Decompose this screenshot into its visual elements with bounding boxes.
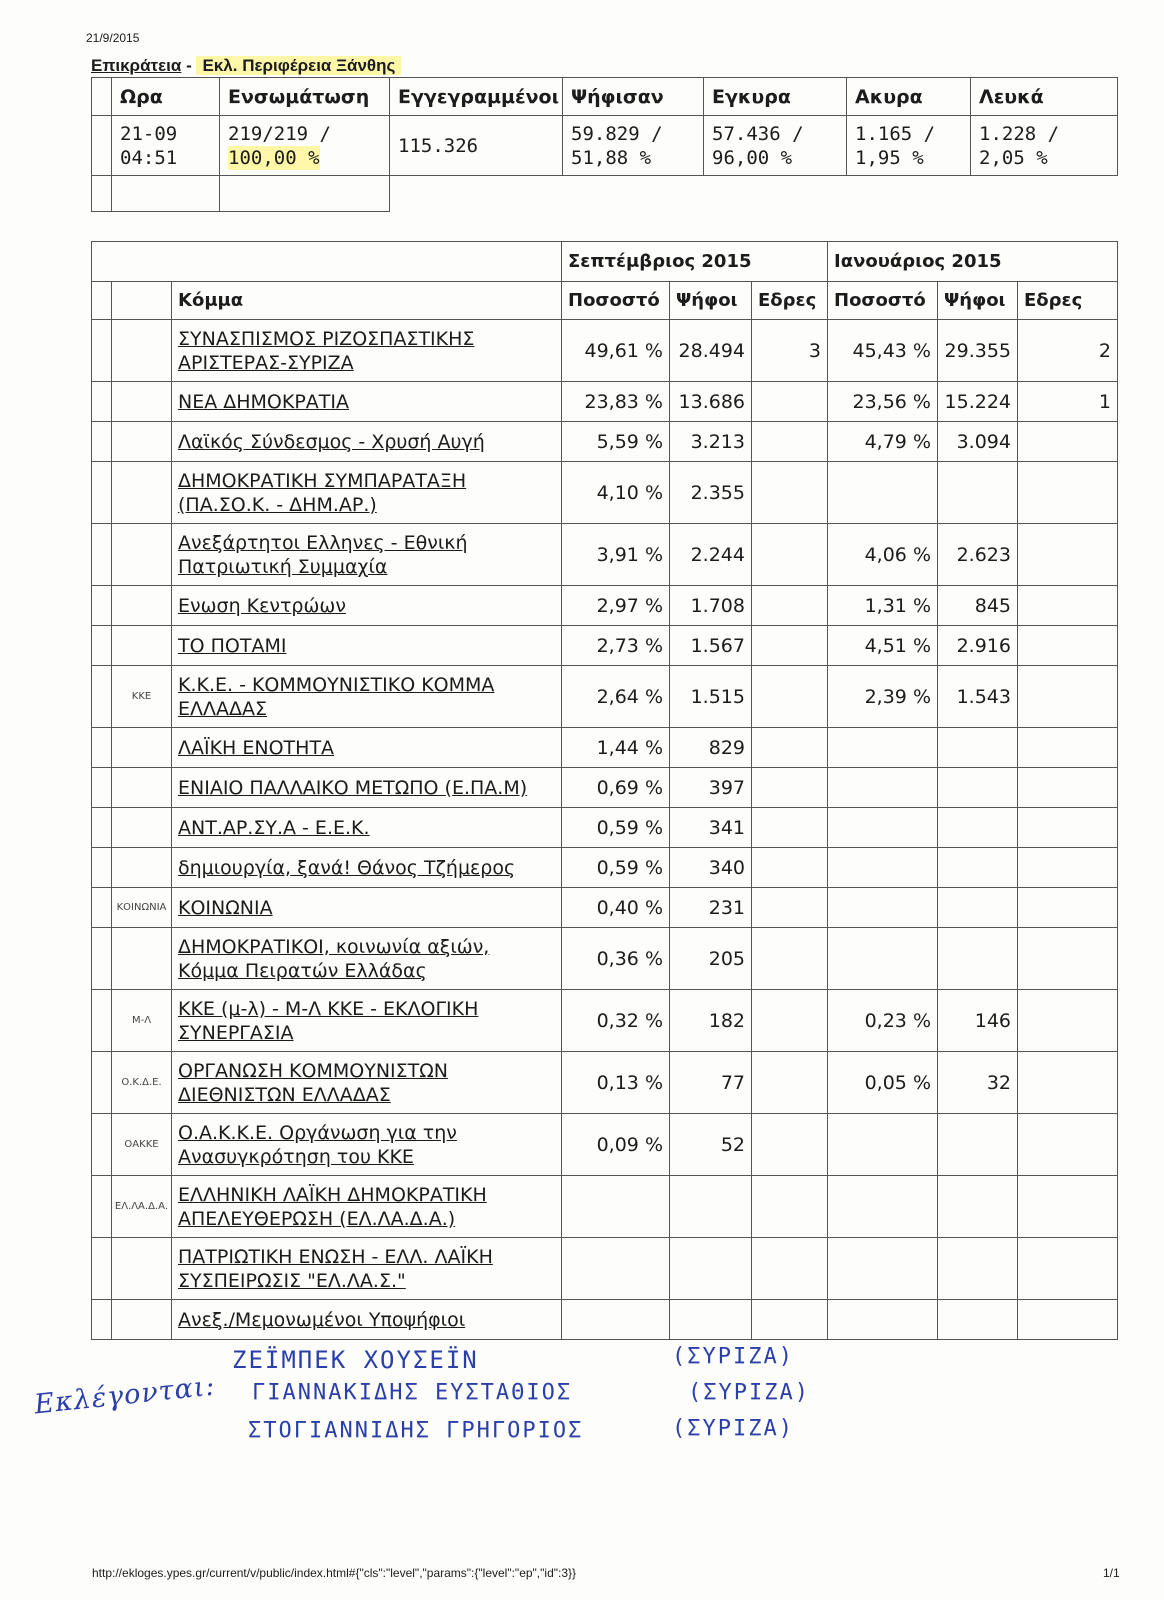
sep-pct-cell: 0,59 % <box>562 848 670 888</box>
jan-pct-cell <box>828 848 938 888</box>
potami-logo-icon <box>112 626 172 666</box>
jan-seats-cell <box>1018 666 1118 728</box>
party-row <box>92 1238 1118 1300</box>
elected-label: Εκλέγονται: <box>32 1370 217 1421</box>
breadcrumb-separator: - <box>181 56 197 75</box>
row-margin-cell <box>92 728 112 768</box>
sep-seats-cell <box>752 928 828 990</box>
jan-seats-cell <box>1018 524 1118 586</box>
jan-votes-cell: 146 <box>938 990 1018 1052</box>
sep-pct-cell: 5,59 % <box>562 422 670 462</box>
sep-votes-cell <box>670 1300 752 1340</box>
row-margin-cell <box>92 848 112 888</box>
party-name-link[interactable] <box>172 586 562 626</box>
row-margin-cell <box>92 1176 112 1238</box>
enosi-kentroon-logo-icon <box>112 586 172 626</box>
jan-votes-cell <box>938 848 1018 888</box>
party-name-link[interactable] <box>172 1300 562 1340</box>
sep-votes-cell: 341 <box>670 808 752 848</box>
row-margin-cell <box>92 888 112 928</box>
sep-votes-cell: 340 <box>670 848 752 888</box>
logo-text: ΚΟΙΝΩΝΙΑ <box>116 902 167 913</box>
elected-name-1: ΖΕΪΜΠΕΚ ΧΟΥΣΕΪΝ <box>232 1346 479 1374</box>
jan-seats-cell <box>1018 626 1118 666</box>
syriza-logo-icon <box>112 320 172 382</box>
jan-pct-cell <box>828 768 938 808</box>
sep-seats-cell <box>752 1300 828 1340</box>
col-jan-pct: Ποσοστό <box>828 282 938 320</box>
source-url: http://ekloges.ypes.gr/current/v/public/index.html#{"cls":"level","params":{"level":"ep","id":3}} <box>92 1566 577 1580</box>
row-margin-cell <box>92 422 112 462</box>
value-valid: 57.436 / 96,00 % <box>704 116 847 176</box>
jan-seats-cell <box>1018 462 1118 524</box>
party-name-link[interactable] <box>172 666 562 728</box>
party-row <box>92 768 1118 808</box>
jan-votes-cell: 1.543 <box>938 666 1018 728</box>
party-row <box>92 808 1118 848</box>
jan-votes-cell <box>938 1238 1018 1300</box>
sep-votes-cell <box>670 1238 752 1300</box>
sep-votes-cell: 1.567 <box>670 626 752 666</box>
party-row <box>92 524 1118 586</box>
sep-seats-cell <box>752 666 828 728</box>
kke-ml-logo-icon <box>112 990 172 1052</box>
jan-votes-cell <box>938 768 1018 808</box>
jan-seats-cell <box>1018 1238 1118 1300</box>
sep-votes-cell: 1.515 <box>670 666 752 728</box>
jan-seats-cell <box>1018 808 1118 848</box>
jan-pct-cell <box>828 928 938 990</box>
jan-pct-cell <box>828 1238 938 1300</box>
sep-pct-cell: 1,44 % <box>562 728 670 768</box>
sep-pct-cell <box>562 1238 670 1300</box>
page-heading <box>91 56 401 76</box>
jan-pct-cell <box>828 888 938 928</box>
sep-pct-cell: 49,61 % <box>562 320 670 382</box>
col-jan-seats: Εδρες <box>1018 282 1118 320</box>
row-margin-cell <box>92 586 112 626</box>
sep-seats-cell: 3 <box>752 320 828 382</box>
sep-votes-cell: 182 <box>670 990 752 1052</box>
sep-seats-cell <box>752 462 828 524</box>
sep-pct-cell: 0,32 % <box>562 990 670 1052</box>
party-name-link[interactable] <box>172 1238 562 1300</box>
sep-votes-cell: 52 <box>670 1114 752 1176</box>
header-integration: Ενσωμάτωση <box>220 78 390 116</box>
value-voted: 59.829 / 51,88 % <box>563 116 704 176</box>
summary-value-row <box>92 116 1118 176</box>
party-row <box>92 462 1118 524</box>
jan-seats-cell: 2 <box>1018 320 1118 382</box>
party-name-line: ΔΗΜΟΚΡΑΤΙΚΗ ΣΥΜΠΑΡΑΤΑΞΗ <box>178 469 467 492</box>
elected-party-3: (ΣΥΡΙΖΑ) <box>672 1416 794 1441</box>
jan-pct-cell <box>828 728 938 768</box>
jan-votes-cell <box>938 808 1018 848</box>
party-name-link[interactable] <box>172 768 562 808</box>
party-name-link[interactable] <box>172 320 562 382</box>
party-name-line: Ανασυγκρότηση του ΚΚΕ <box>178 1145 414 1168</box>
party-row <box>92 422 1118 462</box>
golden-dawn-logo-icon <box>112 422 172 462</box>
party-name-line: Ενωση Κεντρώων <box>178 594 346 617</box>
header-voted: Ψήφισαν <box>563 78 704 116</box>
sep-votes-cell: 3.213 <box>670 422 752 462</box>
sep-votes-cell: 231 <box>670 888 752 928</box>
row-margin-cell <box>92 808 112 848</box>
jan-seats-cell <box>1018 928 1118 990</box>
logo-text: M-Λ <box>131 1015 152 1026</box>
party-row <box>92 1176 1118 1238</box>
party-name-line: ΚΚΕ (μ-λ) - Μ-Λ ΚΚΕ - ΕΚΛΟΓΙΚΗ <box>178 997 479 1020</box>
sep-seats-cell <box>752 524 828 586</box>
jan-votes-cell: 3.094 <box>938 422 1018 462</box>
kke-logo-icon <box>112 666 172 728</box>
col-party: Κόμμα <box>172 282 562 320</box>
logo-cell <box>112 1300 172 1340</box>
party-name-line: ΕΛΛΗΝΙΚΗ ΛΑΪΚΗ ΔΗΜΟΚΡΑΤΙΚΗ <box>178 1183 487 1206</box>
value-invalid: 1.165 / 1,95 % <box>847 116 971 176</box>
jan-pct-cell: 4,06 % <box>828 524 938 586</box>
pasok-logo-icon <box>112 462 172 524</box>
sep-votes-cell: 2.355 <box>670 462 752 524</box>
party-name-line: ΠΑΤΡΙΩΤΙΚΗ ΕΝΩΣΗ - ΕΛΛ. ΛΑΪΚΗ <box>178 1245 493 1268</box>
party-name-link[interactable] <box>172 1114 562 1176</box>
jan-pct-cell <box>828 808 938 848</box>
jan-pct-cell <box>828 1114 938 1176</box>
jan-seats-cell <box>1018 586 1118 626</box>
jan-votes-cell <box>938 1300 1018 1340</box>
party-name-line: ΚΟΙΝΩΝΙΑ <box>178 896 273 919</box>
okde-logo-icon <box>112 1052 172 1114</box>
party-name-link[interactable] <box>172 848 562 888</box>
sep-pct-cell: 2,97 % <box>562 586 670 626</box>
party-name-line: Κ.Κ.Ε. - ΚΟΜΜΟΥΝΙΣΤΙΚΟ ΚΟΜΜΑ <box>178 673 495 696</box>
row-margin-cell <box>92 1300 112 1340</box>
sep-pct-cell: 23,83 % <box>562 382 670 422</box>
col-sep-pct: Ποσοστό <box>562 282 670 320</box>
sep-seats-cell <box>752 990 828 1052</box>
antarsya-logo-icon <box>112 808 172 848</box>
row-margin-cell <box>92 1052 112 1114</box>
party-row <box>92 990 1118 1052</box>
value-registered: 115.326 <box>390 116 563 176</box>
value-time: 21-09 04:51 <box>112 116 220 176</box>
party-name-link[interactable] <box>172 1052 562 1114</box>
elected-party-1: (ΣΥΡΙΖΑ) <box>672 1344 794 1369</box>
summary-header-row <box>92 78 1118 116</box>
party-row <box>92 382 1118 422</box>
jan-pct-cell: 23,56 % <box>828 382 938 422</box>
value-blank: 1.228 / 2,05 % <box>971 116 1118 176</box>
row-margin-cell <box>92 990 112 1052</box>
party-name-line: Ανεξ./Μεμονωμένοι Υποψήφιοι <box>178 1308 466 1331</box>
party-name-line: ΤΟ ΠΟΤΑΜΙ <box>178 634 287 657</box>
jan-pct-cell: 4,51 % <box>828 626 938 666</box>
row-margin-cell <box>92 768 112 808</box>
jan-votes-cell: 2.916 <box>938 626 1018 666</box>
sep-votes-cell: 13.686 <box>670 382 752 422</box>
jan-votes-cell: 15.224 <box>938 382 1018 422</box>
jan-seats-cell <box>1018 728 1118 768</box>
elas-logo-icon <box>112 1238 172 1300</box>
row-margin-cell <box>92 1238 112 1300</box>
party-name-line: Πατριωτική Συμμαχία <box>178 555 388 578</box>
party-name-line: ΣΥΣΠΕΙΡΩΣΙΣ "ΕΛ.ΛΑ.Σ." <box>178 1269 406 1292</box>
page-number: 1/1 <box>1103 1566 1120 1580</box>
jan-pct-cell: 45,43 % <box>828 320 938 382</box>
sep-seats-cell <box>752 1238 828 1300</box>
jan-seats-cell <box>1018 888 1118 928</box>
sep-votes-cell: 1.708 <box>670 586 752 626</box>
jan-votes-cell <box>938 462 1018 524</box>
sep-pct-cell: 4,10 % <box>562 462 670 524</box>
jan-seats-cell <box>1018 990 1118 1052</box>
sep-seats-cell <box>752 888 828 928</box>
jan-votes-cell: 32 <box>938 1052 1018 1114</box>
header-time: Ωρα <box>112 78 220 116</box>
jan-votes-cell: 845 <box>938 586 1018 626</box>
dimokratikoi-logo-icon <box>112 928 172 990</box>
party-name-link[interactable] <box>172 888 562 928</box>
jan-seats-cell <box>1018 848 1118 888</box>
sep-seats-cell <box>752 808 828 848</box>
party-row <box>92 1114 1118 1176</box>
party-row <box>92 1052 1118 1114</box>
sep-votes-cell: 28.494 <box>670 320 752 382</box>
party-name-line: Ο.Α.Κ.Κ.Ε. Οργάνωση για την <box>178 1121 457 1144</box>
elected-party-2: (ΣΥΡΙΖΑ) <box>688 1380 810 1405</box>
jan-votes-cell: 2.623 <box>938 524 1018 586</box>
jan-votes-cell <box>938 888 1018 928</box>
party-name-line: ΑΠΕΛΕΥΘΕΡΩΣΗ (ΕΛ.ΛΑ.Δ.Α.) <box>178 1207 456 1230</box>
jan-votes-cell <box>938 928 1018 990</box>
jan-pct-cell: 1,31 % <box>828 586 938 626</box>
jan-seats-cell <box>1018 768 1118 808</box>
sep-votes-cell: 397 <box>670 768 752 808</box>
header-blank: Λευκά <box>971 78 1118 116</box>
row-margin-cell <box>92 666 112 728</box>
group-september-2015: Σεπτέμβριος 2015 <box>562 242 828 282</box>
jan-seats-cell <box>1018 1052 1118 1114</box>
party-row <box>92 320 1118 382</box>
party-row <box>92 928 1118 990</box>
party-row <box>92 586 1118 626</box>
party-name-line: ΝΕΑ ΔΗΜΟΚΡΑΤΙΑ <box>178 390 350 413</box>
party-name-line: δημιουργία, ξανά! Θάνος Τζήμερος <box>178 856 516 879</box>
party-name-line: ΕΛΛΑΔΑΣ <box>178 697 267 720</box>
jan-votes-cell <box>938 1176 1018 1238</box>
sep-pct-cell: 0,69 % <box>562 768 670 808</box>
party-name-link[interactable] <box>172 1176 562 1238</box>
party-name-line: Κόμμα Πειρατών Ελλάδας <box>178 959 427 982</box>
party-name-link[interactable] <box>172 524 562 586</box>
sep-votes-cell: 2.244 <box>670 524 752 586</box>
party-row <box>92 666 1118 728</box>
results-group-row <box>92 242 1118 282</box>
jan-votes-cell <box>938 728 1018 768</box>
party-name-link[interactable] <box>172 422 562 462</box>
sep-seats-cell <box>752 1052 828 1114</box>
summary-table <box>91 77 1118 212</box>
party-name-link[interactable] <box>172 462 562 524</box>
row-margin-cell <box>92 928 112 990</box>
laiki-enotita-logo-icon <box>112 728 172 768</box>
sep-pct-cell: 2,73 % <box>562 626 670 666</box>
breadcrumb-epikrateia-link[interactable]: Επικράτεια <box>91 56 182 75</box>
col-sep-seats: Εδρες <box>752 282 828 320</box>
sep-seats-cell <box>752 422 828 462</box>
party-name-link[interactable] <box>172 928 562 990</box>
party-name-line: Ανεξάρτητοι Ελληνες - Εθνική <box>178 531 468 554</box>
sep-seats-cell <box>752 768 828 808</box>
sep-seats-cell <box>752 586 828 626</box>
jan-seats-cell <box>1018 1114 1118 1176</box>
sep-pct-cell: 0,09 % <box>562 1114 670 1176</box>
nd-logo-icon <box>112 382 172 422</box>
jan-pct-cell <box>828 1300 938 1340</box>
sep-pct-cell <box>562 1300 670 1340</box>
results-table <box>91 241 1118 1340</box>
row-margin-cell <box>92 524 112 586</box>
row-margin-cell <box>92 626 112 666</box>
col-jan-votes: Ψήφοι <box>938 282 1018 320</box>
party-name-line: ΑΝΤ.ΑΡ.ΣΥ.Α - Ε.Ε.Κ. <box>178 816 370 839</box>
jan-seats-cell <box>1018 1300 1118 1340</box>
party-name-line: ΛΑΪΚΗ ΕΝΟΤΗΤΑ <box>178 736 335 759</box>
elected-name-3: ΣΤΟΓΙΑΝΝΙΔΗΣ ΓΡΗΓΟΡΙΟΣ <box>248 1418 584 1443</box>
sep-votes-cell: 77 <box>670 1052 752 1114</box>
party-row <box>92 848 1118 888</box>
sep-pct-cell: 0,36 % <box>562 928 670 990</box>
sep-seats-cell <box>752 1176 828 1238</box>
sep-seats-cell <box>752 626 828 666</box>
party-name-line: ΔΙΕΘΝΙΣΤΩΝ ΕΛΛΑΔΑΣ <box>178 1083 391 1106</box>
anel-logo-icon <box>112 524 172 586</box>
party-name-link[interactable] <box>172 626 562 666</box>
jan-votes-cell <box>938 1114 1018 1176</box>
row-margin-cell <box>92 320 112 382</box>
party-name-link[interactable] <box>172 808 562 848</box>
results-column-row <box>92 282 1118 320</box>
jan-votes-cell: 29.355 <box>938 320 1018 382</box>
party-name-link[interactable] <box>172 728 562 768</box>
sep-pct-cell: 0,13 % <box>562 1052 670 1114</box>
jan-pct-cell: 2,39 % <box>828 666 938 728</box>
logo-text: ΚΚΕ <box>131 691 152 702</box>
sep-votes-cell: 829 <box>670 728 752 768</box>
sep-votes-cell <box>670 1176 752 1238</box>
party-name-link[interactable] <box>172 990 562 1052</box>
koinonia-logo-icon <box>112 888 172 928</box>
col-sep-votes: Ψήφοι <box>670 282 752 320</box>
sep-pct-cell <box>562 1176 670 1238</box>
row-margin-cell <box>92 1114 112 1176</box>
sep-seats-cell <box>752 848 828 888</box>
sep-seats-cell <box>752 1114 828 1176</box>
print-date: 21/9/2015 <box>86 31 140 45</box>
group-january-2015: Ιανουάριος 2015 <box>828 242 1118 282</box>
jan-seats-cell <box>1018 1176 1118 1238</box>
party-name-line: ΟΡΓΑΝΩΣΗ ΚΟΜΜΟΥΝΙΣΤΩΝ <box>178 1059 448 1082</box>
party-name-line: ΣΥΝΑΣΠΙΣΜΟΣ ΡΙΖΟΣΠΑΣΤΙΚΗΣ <box>178 327 475 350</box>
jan-pct-cell <box>828 1176 938 1238</box>
dimiourgia-logo-icon <box>112 848 172 888</box>
header-valid: Εγκυρα <box>704 78 847 116</box>
jan-pct-cell: 0,23 % <box>828 990 938 1052</box>
jan-pct-cell <box>828 462 938 524</box>
party-name-link[interactable] <box>172 382 562 422</box>
header-invalid: Ακυρα <box>847 78 971 116</box>
sep-pct-cell: 2,64 % <box>562 666 670 728</box>
party-name-line: Λαϊκός Σύνδεσμος - Χρυσή Αυγή <box>178 430 485 453</box>
elected-name-2: ΓΙΑΝΝΑΚΙΔΗΣ ΕΥΣΤΑΘΙΟΣ <box>252 1380 573 1405</box>
summary-empty-row <box>92 176 1118 212</box>
logo-text: ΟΑΚΚΕ <box>124 1139 159 1150</box>
party-row <box>92 728 1118 768</box>
constituency-title: Εκλ. Περιφέρεια Ξάνθης <box>196 56 401 75</box>
logo-text: Ο.Κ.Δ.Ε. <box>121 1077 162 1088</box>
row-margin-cell <box>92 462 112 524</box>
party-name-line: ΑΡΙΣΤΕΡΑΣ-ΣΥΡΙΖΑ <box>178 351 354 374</box>
jan-pct-cell: 4,79 % <box>828 422 938 462</box>
sep-votes-cell: 205 <box>670 928 752 990</box>
party-name-line: ΣΥΝΕΡΓΑΣΙΑ <box>178 1021 294 1044</box>
sep-seats-cell <box>752 382 828 422</box>
party-name-line: ΔΗΜΟΚΡΑΤΙΚΟΙ, κοινωνία αξιών, <box>178 935 490 958</box>
value-integration: 219/219 / 100,00 % <box>220 116 390 176</box>
row-margin-cell <box>92 382 112 422</box>
party-name-line: ΕΝΙΑΙΟ ΠΑΛΛΑΙΚΟ ΜΕΤΩΠΟ (Ε.ΠΑ.Μ) <box>178 776 528 799</box>
jan-seats-cell: 1 <box>1018 382 1118 422</box>
party-row <box>92 888 1118 928</box>
party-row <box>92 1300 1118 1340</box>
jan-pct-cell: 0,05 % <box>828 1052 938 1114</box>
party-name-line: (ΠΑ.ΣΟ.Κ. - ΔΗΜ.ΑΡ.) <box>178 493 377 516</box>
sep-seats-cell <box>752 728 828 768</box>
party-row <box>92 626 1118 666</box>
header-registered: Εγγεγραμμένοι <box>390 78 563 116</box>
sep-pct-cell: 3,91 % <box>562 524 670 586</box>
epam-logo-icon <box>112 768 172 808</box>
elada-logo-icon <box>112 1176 172 1238</box>
jan-seats-cell <box>1018 422 1118 462</box>
logo-text: ΕΛ.ΛΑ.Δ.Α. <box>114 1201 169 1212</box>
sep-pct-cell: 0,59 % <box>562 808 670 848</box>
oakke-logo-icon <box>112 1114 172 1176</box>
sep-pct-cell: 0,40 % <box>562 888 670 928</box>
